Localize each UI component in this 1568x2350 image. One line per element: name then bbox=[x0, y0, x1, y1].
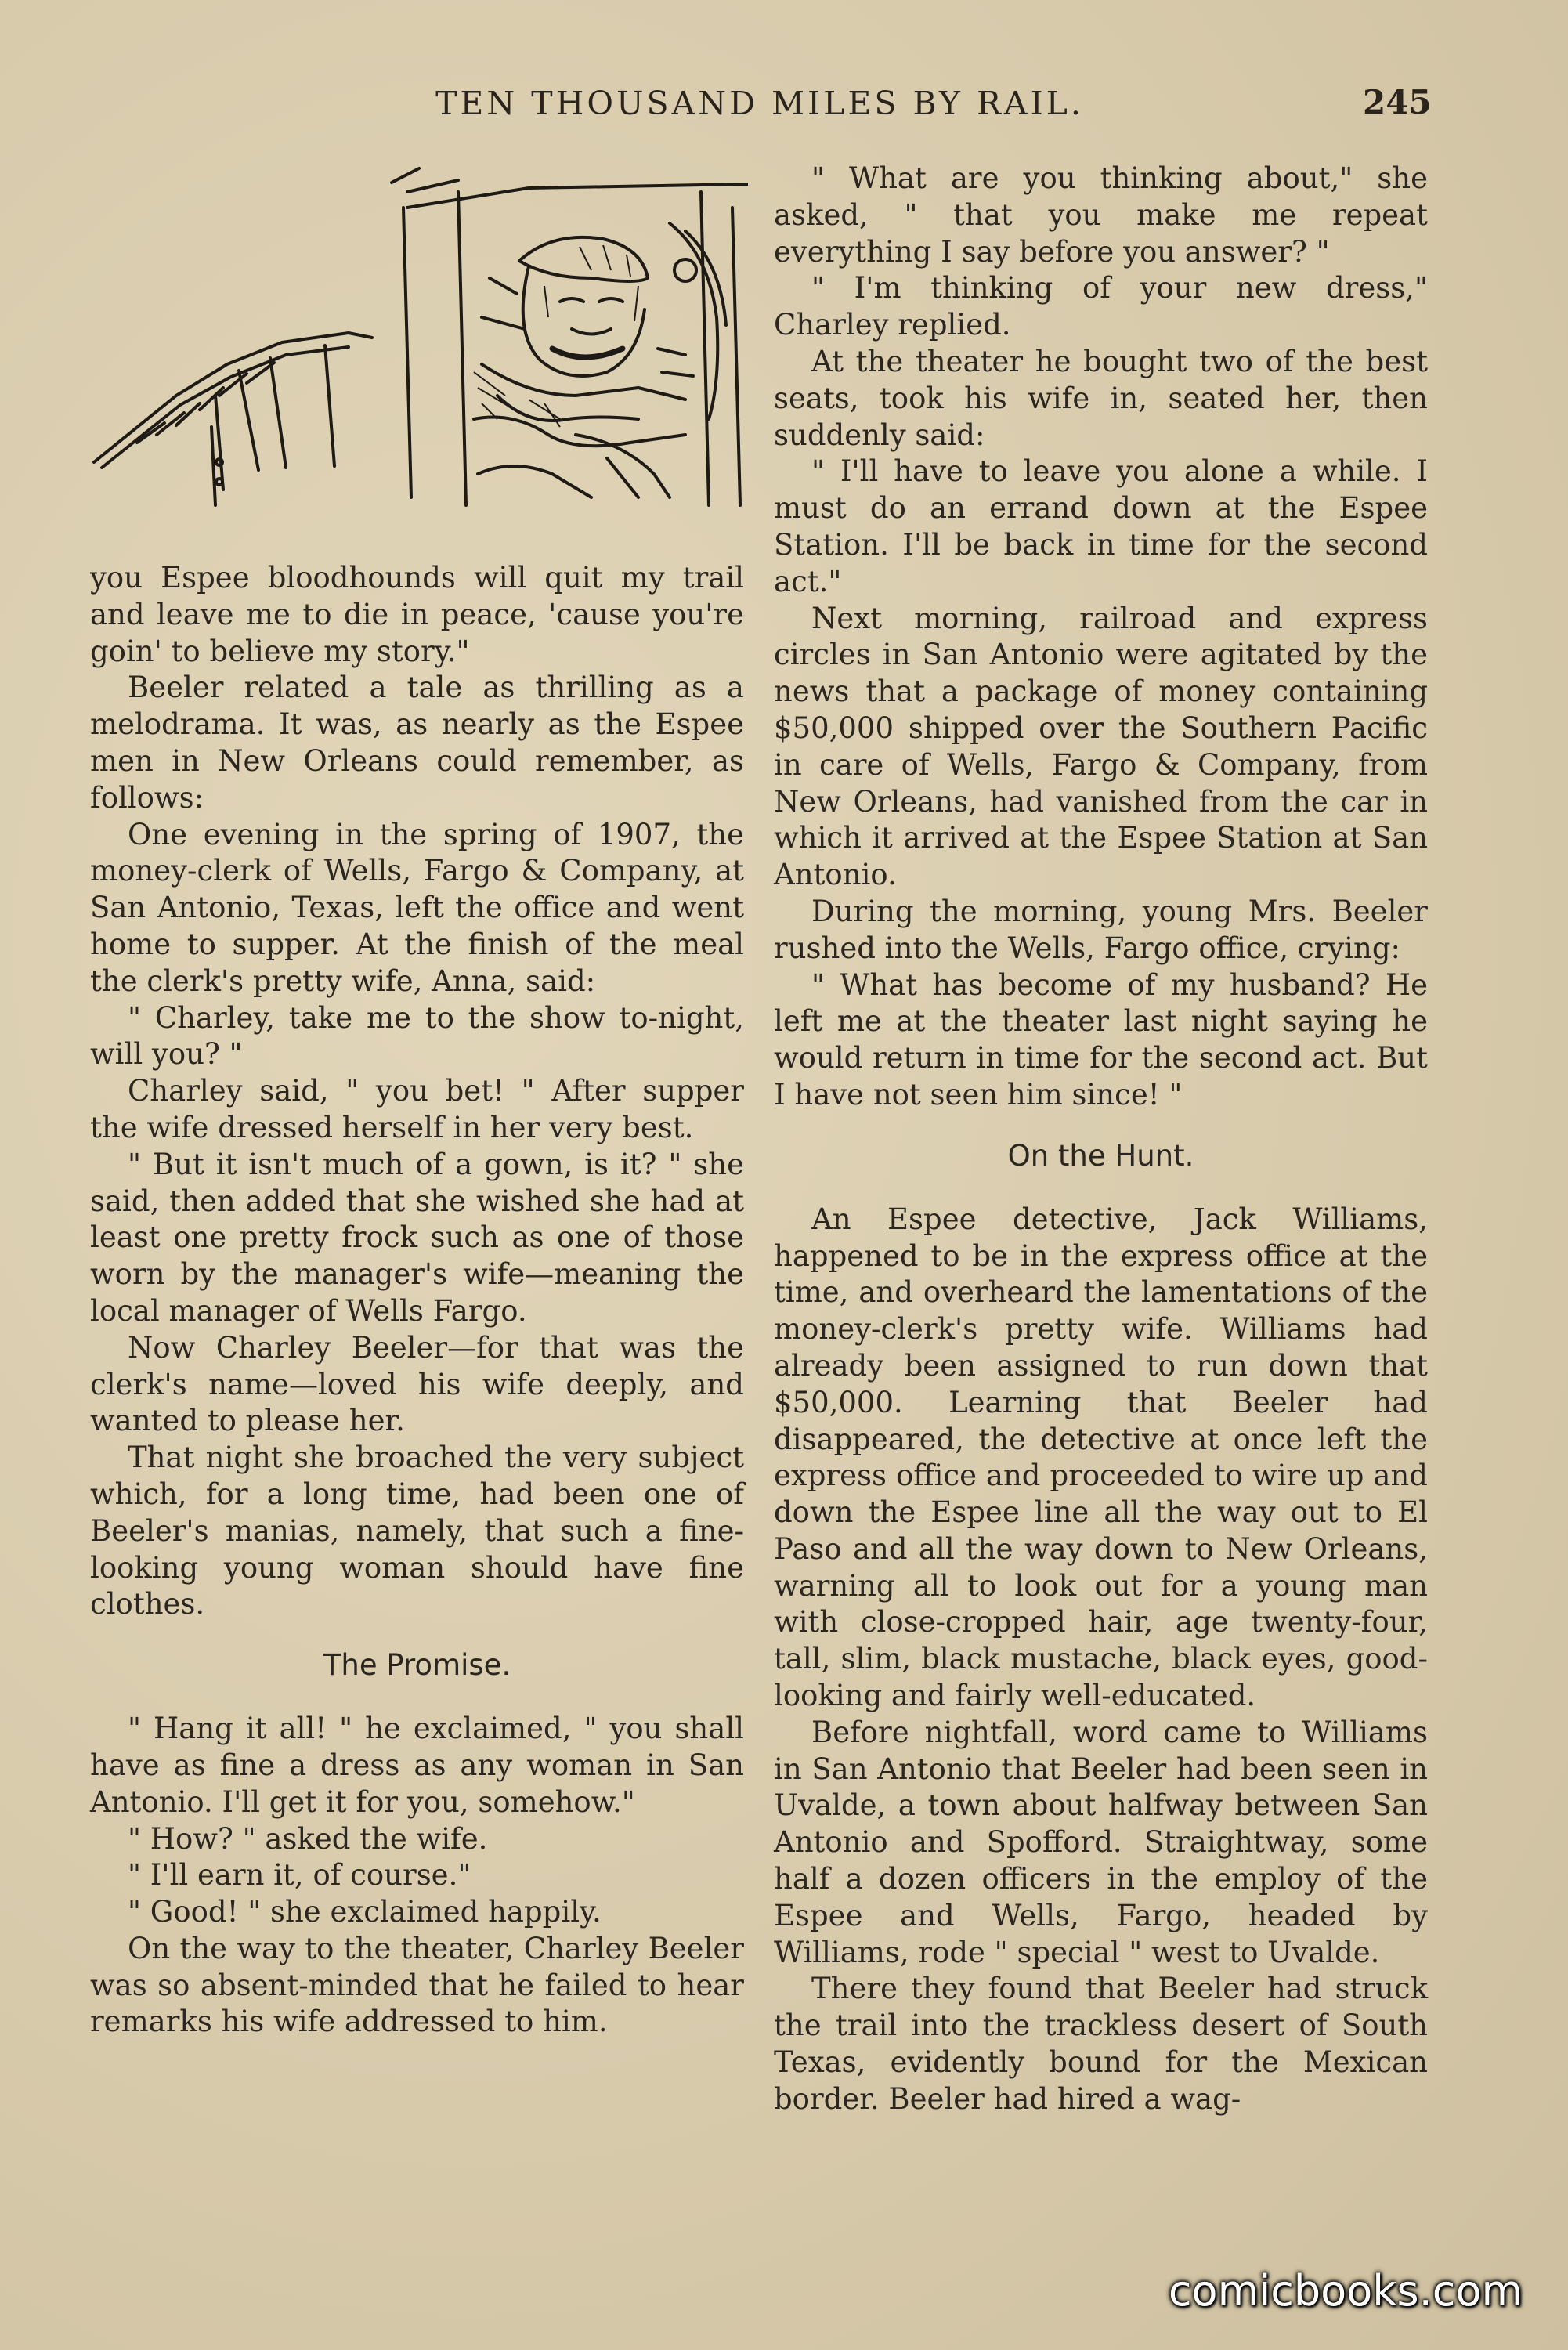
page-number: 245 bbox=[1363, 83, 1432, 121]
section-heading: On the Hunt. bbox=[1007, 1138, 1194, 1173]
right-column bbox=[774, 161, 1428, 2118]
paragraph: " Good! " she exclaimed happily. bbox=[128, 1895, 602, 1929]
paragraph: " I'm thinking of your new dress," Charley replied. bbox=[774, 271, 1428, 342]
paragraph: " What has become of my husband? He left me at the theater last night saying he would return in time for the second act. But I have not seen him since! " bbox=[774, 967, 1428, 1112]
illustration-man-in-car-window bbox=[90, 161, 748, 513]
paragraph: " How? " asked the wife. bbox=[128, 1821, 488, 1856]
running-head: TEN THOUSAND MILES BY RAIL. bbox=[435, 85, 1084, 122]
paragraph: Beeler related a tale as thrilling as a melodrama. It was, as nearly as the Espee men in New Orleans could remember, as follows: bbox=[90, 671, 744, 815]
paragraph: At the theater he bought two of the best seats, took his wife in, seated her, then suddenly said: bbox=[774, 344, 1428, 452]
paragraph: An Espee detective, Jack Williams, happened to be in the express office at the time, and overheard the lamentations of the money-clerk's pretty wife. Williams had already been assigned to run down that $50,000. Learning that Beeler had disappeared, the detective at once left the express office and proceeded to wire up and down the Espee line all the way out to El Paso and all the way down to New Orleans, warning all to look out for a young man with close-cropped hair, age twenty-four, tall, slim, black mustache, black eyes, good-looking and fairly well-educated. bbox=[774, 1202, 1428, 1713]
watermark: comicbooks.com bbox=[1168, 2266, 1523, 2316]
paragraph: " But it isn't much of a gown, is it? " she said, then added that she wished she had at least one pretty frock such as one of those worn by the manager's wife—meaning the local manager of Wells Fargo. bbox=[90, 1147, 744, 1328]
paragraph: Before nightfall, word came to Williams in San Antonio that Beeler had been seen in Uvalde, a town about halfway between San Antonio and Spofford. Straightway, some half a dozen officers in the employ of the Espee and Wells, Fargo, headed by Williams, rode " special " west to Uvalde. bbox=[774, 1715, 1428, 1969]
paragraph: That night she broached the very subject which, for a long time, had been one of Beeler's manias, namely, that such a fine-looking young woman should have fine clothes. bbox=[90, 1441, 744, 1622]
paragraph: you Espee bloodhounds will quit my trail and leave me to die in peace, 'cause you're goin' to believe my story." bbox=[90, 561, 744, 668]
paragraph: One evening in the spring of 1907, the money-clerk of Wells, Fargo & Company, at San Antonio, Texas, left the office and went home to supper. At the finish of the meal the clerk's pretty wife, Anna, said: bbox=[90, 817, 744, 998]
paragraph: " I'll have to leave you alone a while. I must do an errand down at the Espee Station. I'll be back in time for the second act." bbox=[774, 454, 1428, 598]
paragraph: On the way to the theater, Charley Beeler was so absent-minded that he failed to hear remarks his wife addressed to him. bbox=[90, 1931, 744, 2039]
paragraph: Next morning, railroad and express circles in San Antonio were agitated by the news that a package of money containing $50,000 shipped over the Southern Pacific in care of Wells, Fargo & Company, from New Orleans, had vanished from the car in which it arrived at the Espee Station at San Antonio. bbox=[774, 601, 1428, 892]
paragraph: " I'll earn it, of course." bbox=[128, 1858, 471, 1893]
paragraph: During the morning, young Mrs. Beeler rushed into the Wells, Fargo office, crying: bbox=[774, 894, 1428, 965]
paragraph: Now Charley Beeler—for that was the clerk's name—loved his wife deeply, and wanted to please her. bbox=[90, 1330, 744, 1438]
paragraph: Charley said, " you bet! " After supper the wife dressed herself in her very best. bbox=[90, 1074, 744, 1144]
paragraph: " What are you thinking about," she asked, " that you make me repeat everything I say before you answer? " bbox=[774, 161, 1428, 269]
section-heading: The Promise. bbox=[323, 1648, 511, 1683]
paragraph: " Hang it all! " he exclaimed, " you shall have as fine a dress as any woman in San Antonio. I'll get it for you, somehow." bbox=[90, 1712, 744, 1819]
left-column bbox=[90, 560, 744, 2041]
paragraph: There they found that Beeler had struck the trail into the trackless desert of South Texas, evidently bound for the Mexican border. Beeler had hired a wag- bbox=[774, 1972, 1428, 2116]
paragraph: " Charley, take me to the show to-night, will you? " bbox=[90, 1000, 744, 1072]
